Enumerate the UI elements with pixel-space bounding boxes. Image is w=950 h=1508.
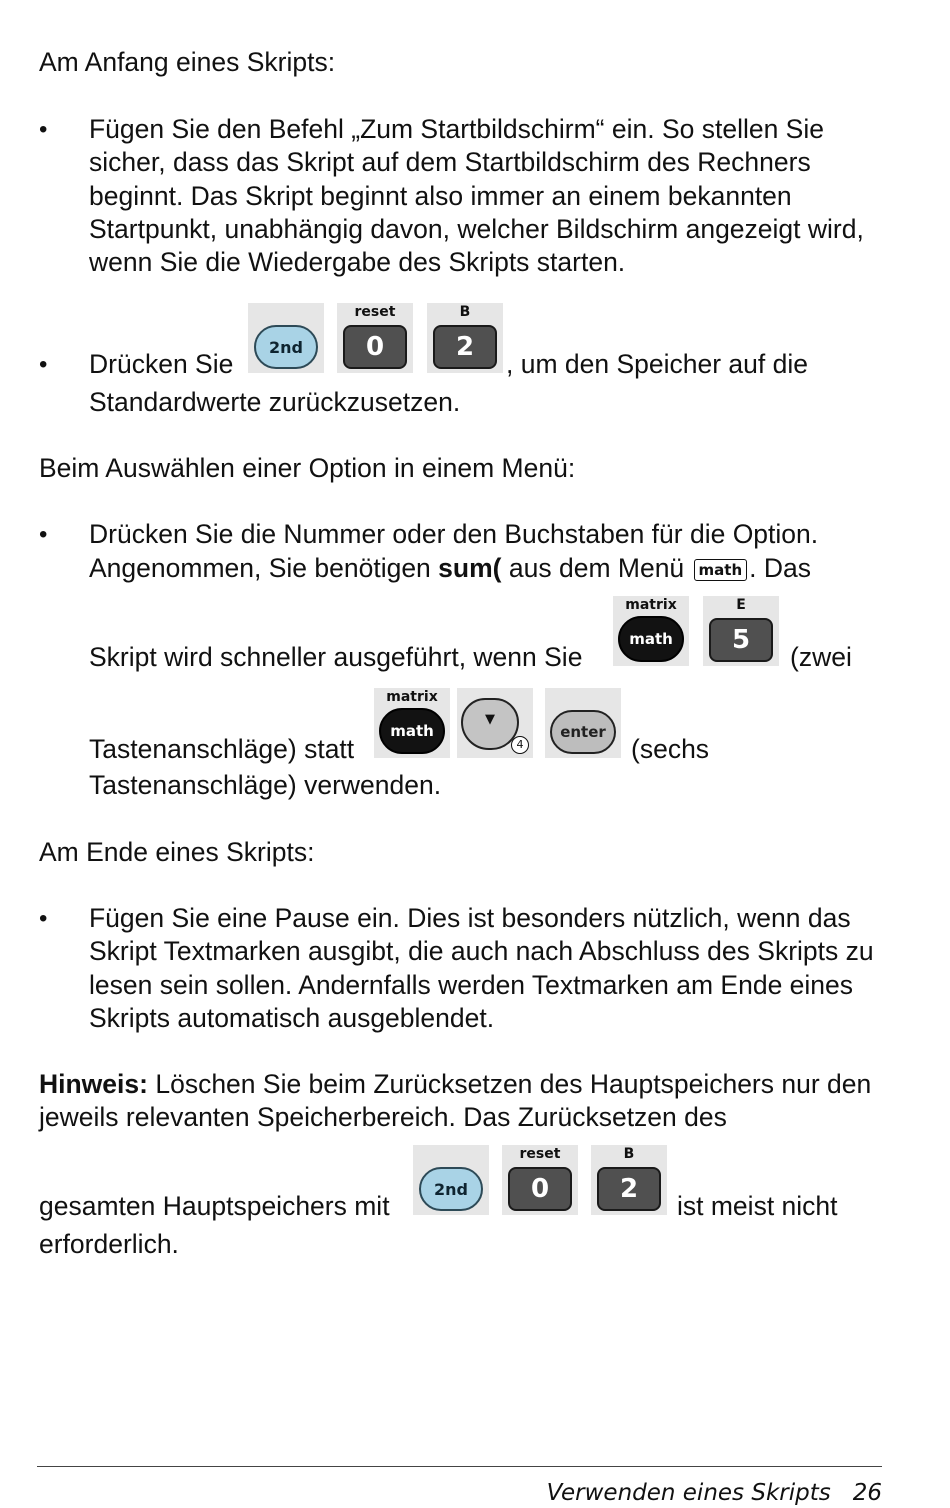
section-heading-end: Am Ende eines Skripts: — [39, 837, 315, 867]
menu-bullet-line3-after: (zwei — [790, 642, 852, 672]
math-key-inline-icon: math — [694, 559, 748, 581]
menu-bullet-line4: Tastenanschläge) statt — [89, 734, 355, 764]
two-key-icon: 2 — [433, 325, 497, 369]
key-down-arrow — [457, 688, 533, 758]
zero-key-icon: 0 — [508, 1167, 572, 1211]
note-line3-after: ist meist nicht — [677, 1191, 838, 1221]
math-key-icon: math — [379, 708, 445, 754]
key-2nd — [413, 1145, 489, 1215]
key-0-reset — [337, 303, 413, 373]
footer-divider — [37, 1466, 882, 1467]
key-caption: reset — [519, 1146, 561, 1162]
two-key-icon: 2 — [597, 1167, 661, 1211]
key-caption: matrix — [625, 597, 677, 613]
down-arrow-key-icon: ▼ — [461, 698, 519, 750]
bullet-marker: • — [39, 521, 48, 548]
page-footer — [547, 1478, 882, 1508]
bullet-pause: Fügen Sie eine Pause ein. Dies ist besonders nützlich, wenn das Skript Textmarken ausgibt, die auch nach Abschluss des Skripts zu lesen sein sollen. Andernfalls werden Textmarken am Ende eines Skripts automatisch ausgeblendet. — [89, 903, 874, 1033]
bullet-reset-line2: Standardwerte zurückzusetzen. — [89, 387, 461, 417]
key-subscript: 4 — [511, 736, 529, 754]
bullet-marker: • — [39, 905, 48, 932]
key-2-b — [591, 1145, 667, 1215]
note-line4: erforderlich. — [39, 1229, 179, 1259]
bullet-marker: • — [39, 351, 48, 378]
note-label: Hinweis: — [39, 1069, 148, 1099]
math-key-icon: math — [618, 616, 684, 662]
sum-command: sum( — [438, 553, 502, 583]
menu-bullet-line4-after: (sechs — [631, 734, 710, 764]
enter-key-icon: enter — [550, 710, 616, 754]
note-paragraph — [39, 1068, 899, 1135]
key-caption: matrix — [386, 689, 438, 705]
key-math-matrix — [613, 596, 689, 666]
menu-bullet-line3: Skript wird schneller ausgeführt, wenn Sie — [89, 642, 583, 672]
bullet-marker: • — [39, 116, 48, 143]
key-caption: B — [623, 1146, 635, 1162]
note-text: Löschen Sie beim Zurücksetzen des Hauptspeichers nur den jeweils relevanten Speicherbereich. Das Zurücksetzen des — [39, 1069, 872, 1133]
section-heading-menu: Beim Auswählen einer Option in einem Menü: — [39, 453, 576, 483]
2nd-key-icon: 2nd — [254, 325, 318, 369]
key-5-e — [703, 596, 779, 666]
bullet-reset-text-after: , um den Speicher auf die — [506, 349, 808, 379]
key-caption: B — [459, 304, 471, 320]
key-2-b — [427, 303, 503, 373]
menu-bullet-line2: Angenommen, Sie benötigen sum( aus dem Menü math . Das — [89, 553, 812, 583]
footer-title: Verwenden eines Skripts — [546, 1480, 831, 1506]
five-key-icon: 5 — [709, 618, 773, 662]
bullet-reset-text: Drücken Sie — [89, 349, 234, 379]
zero-key-icon: 0 — [343, 325, 407, 369]
key-2nd — [248, 303, 324, 373]
menu-bullet-line1: Drücken Sie die Nummer oder den Buchstaben für die Option. — [89, 519, 819, 549]
key-math-matrix — [374, 688, 450, 758]
2nd-key-icon: 2nd — [419, 1167, 483, 1211]
key-caption: E — [736, 597, 746, 613]
page-number: 26 — [852, 1480, 882, 1506]
key-0-reset — [502, 1145, 578, 1215]
bullet-home-screen: Fügen Sie den Befehl „Zum Startbildschirm“ ein. So stellen Sie sicher, dass das Skript auf dem Startbildschirm des Rechners beginnt. Das Skript beginnt also immer an einem bekannten Startpunkt, unabhängig davon, welcher Bildschirm angezeigt wird, wenn Sie die Wiedergabe des Skripts starten. — [89, 114, 864, 278]
note-line3: gesamten Hauptspeichers mit — [39, 1191, 390, 1221]
key-enter — [545, 688, 621, 758]
key-caption: reset — [354, 304, 396, 320]
menu-bullet-line5: Tastenanschläge) verwenden. — [89, 770, 442, 800]
section-heading-start: Am Anfang eines Skripts: — [39, 47, 336, 77]
